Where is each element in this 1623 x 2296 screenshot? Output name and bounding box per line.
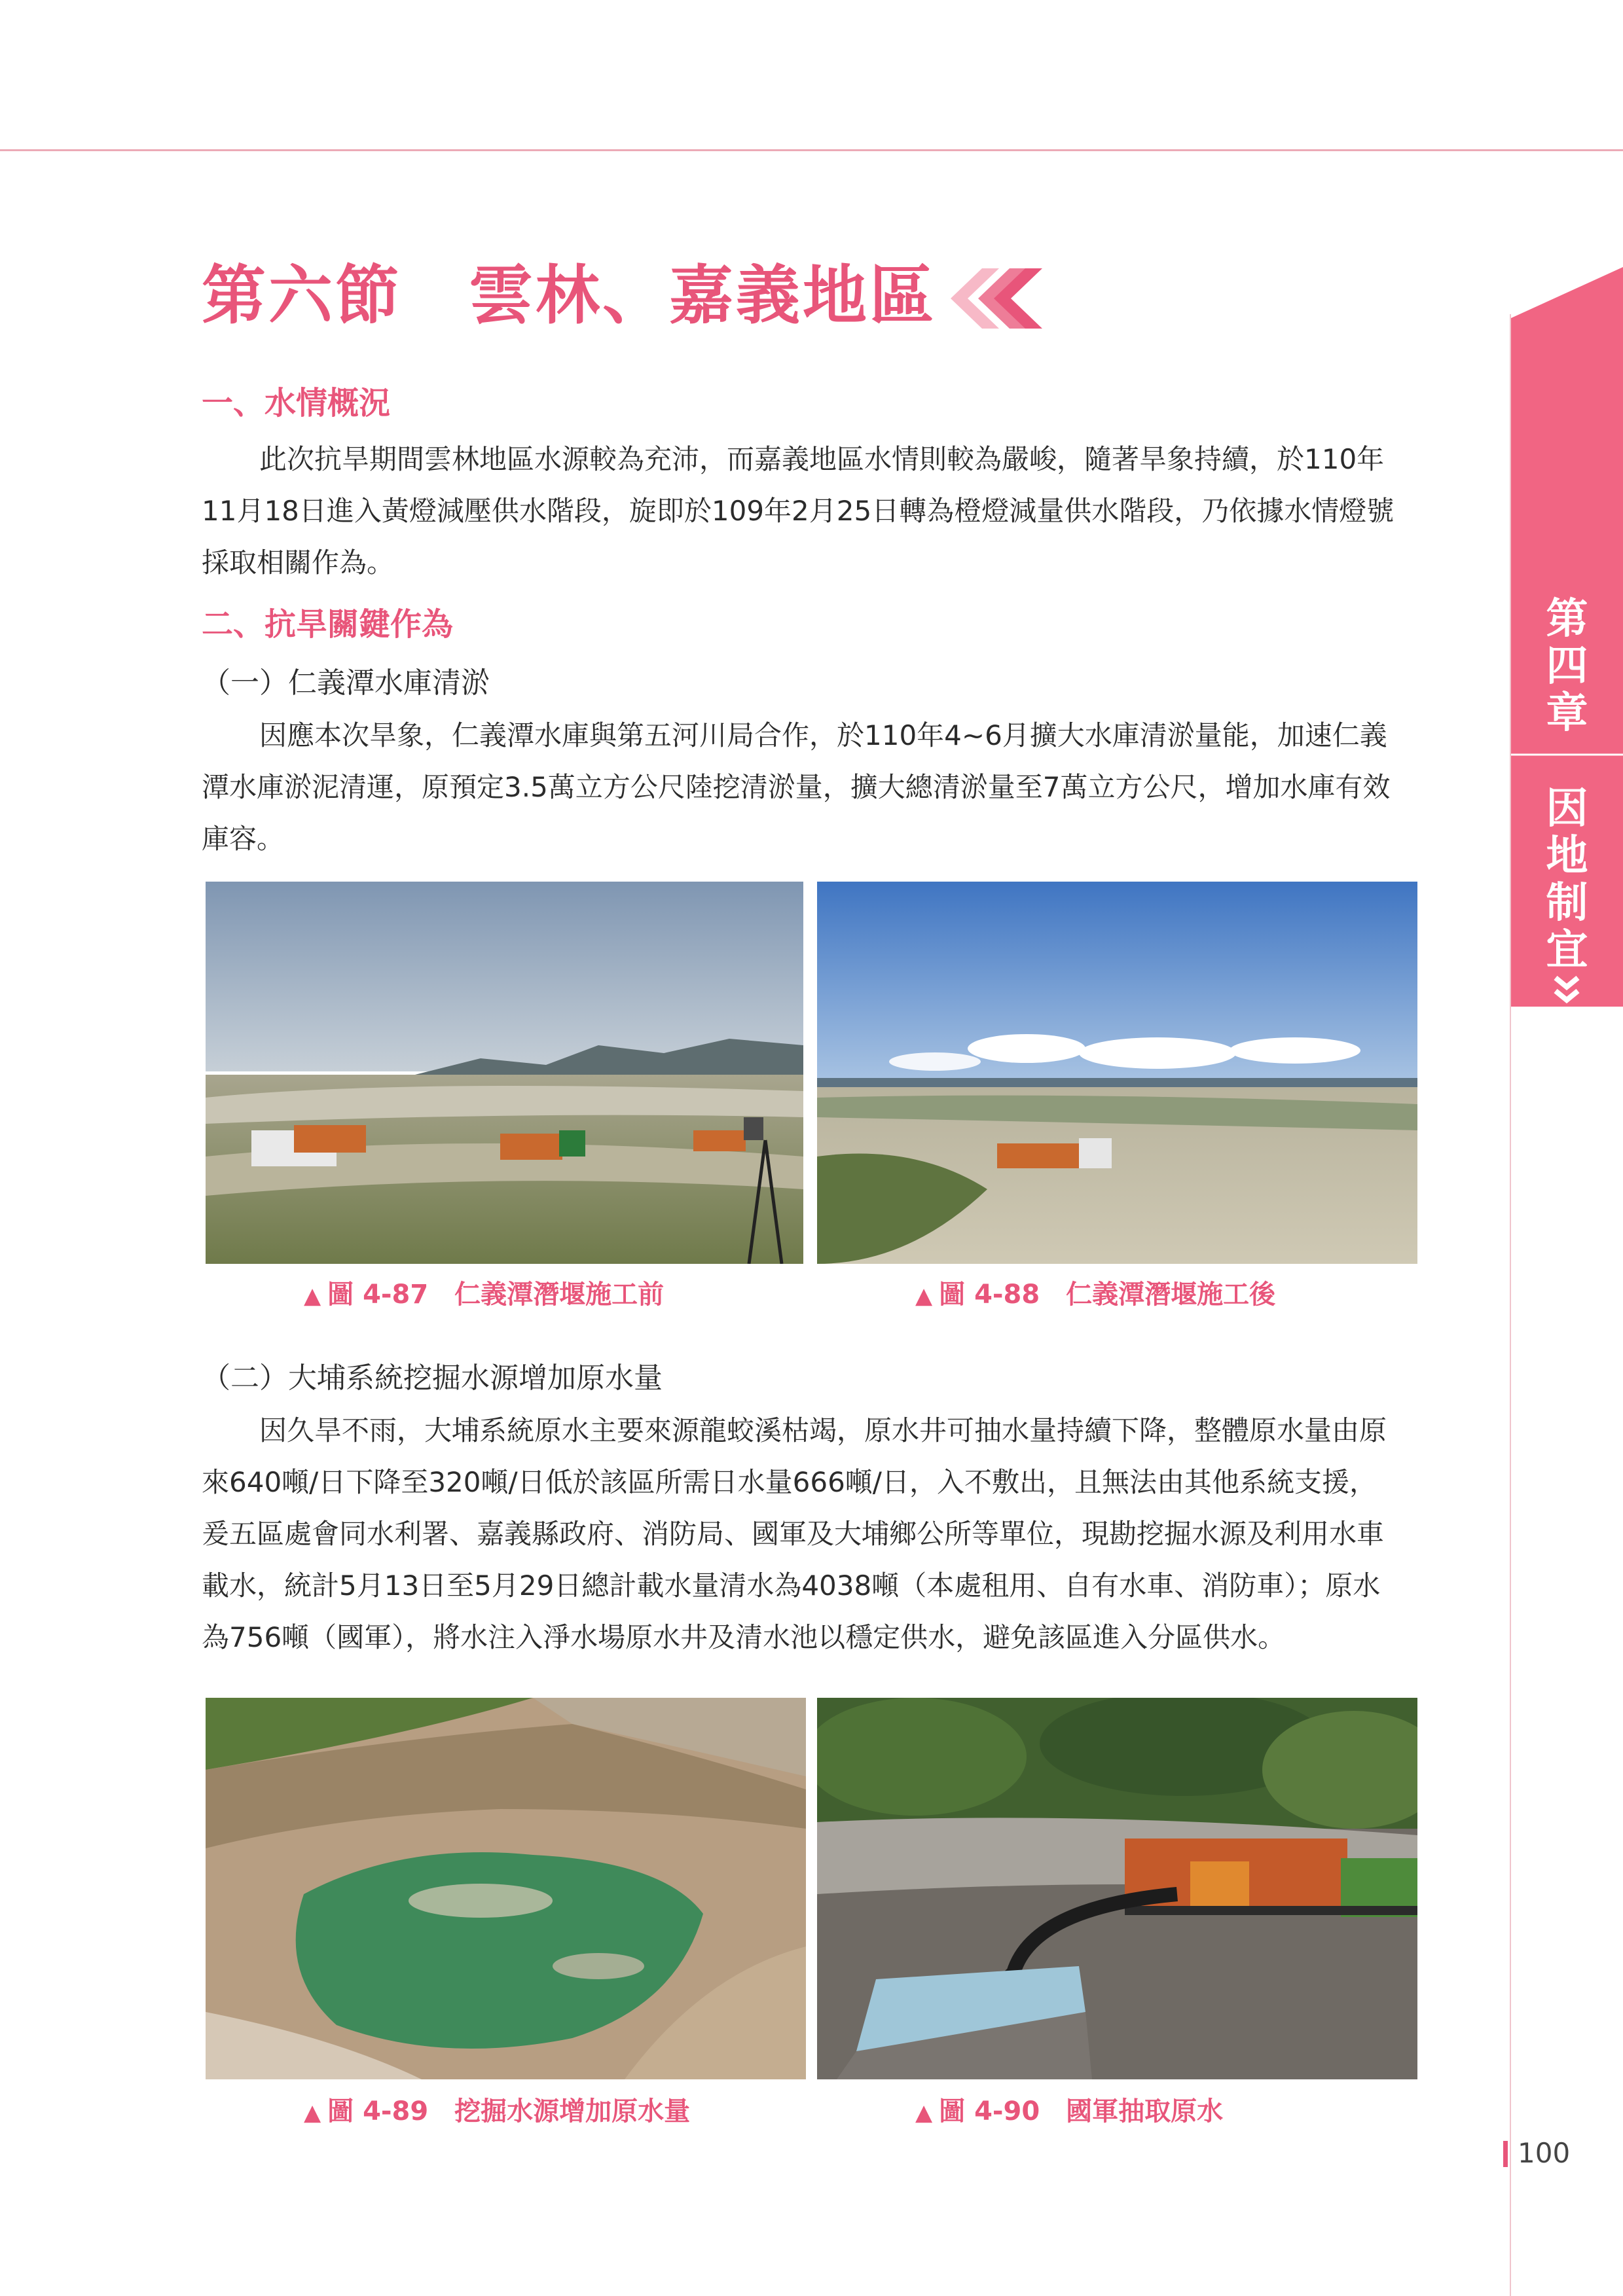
triangle-up-icon: ▲ — [304, 1283, 321, 1309]
text-line: 載水，統計5月13日至5月29日總計載水量清水為4038噸（本處租用、自有水車、消防車）；原水 — [202, 1570, 1381, 1602]
text-line: 因久旱不雨，大埔系統原水主要來源龍蛟溪枯竭，原水井可抽水量持續下降，整體原水量由原 — [259, 1414, 1387, 1446]
paragraph-water-status — [202, 433, 1426, 588]
caption-text: 圖 4-87 仁義潭潛堰施工前 — [327, 1280, 665, 1310]
photo-military-pumping — [817, 1698, 1417, 2079]
chevron-left-icon — [951, 268, 1042, 329]
text-line: 庫容。 — [202, 823, 285, 855]
caption-text: 圖 4-89 挖掘水源增加原水量 — [327, 2096, 691, 2126]
chapter-title — [1511, 785, 1623, 974]
chapter-text: 第四章 — [1546, 594, 1588, 738]
caption-fig-90 — [915, 2094, 1223, 2130]
text-line: 11月18日進入黃燈減壓供水階段，旋即於109年2月25日轉為橙燈減量供水階段，乃依據水情燈號 — [202, 495, 1395, 527]
heading-water-status: 一、水情概況 — [202, 385, 391, 422]
text-line: 因應本次旱象，仁義潭水庫與第五河川局合作，於110年4~6月擴大水庫清淤量能，加速仁義 — [259, 719, 1387, 751]
photo-reservoir-after — [817, 882, 1417, 1264]
header-rule — [0, 149, 1623, 151]
triangle-up-icon: ▲ — [915, 2100, 933, 2126]
caption-fig-89 — [304, 2094, 690, 2130]
subheading-dapu: （二）大埔系統挖掘水源增加原水量 — [202, 1361, 663, 1395]
caption-text: 圖 4-90 國軍抽取原水 — [939, 2096, 1224, 2126]
caption-fig-87 — [304, 1278, 664, 1313]
chapter-title-text: 因地制宜 — [1546, 784, 1588, 975]
page-number: 100 — [1518, 2137, 1571, 2169]
subheading-renyi: （一）仁義潭水庫清淤 — [202, 666, 490, 700]
chapter-label — [1511, 596, 1623, 737]
text-line: 來640噸/日下降至320噸/日低於該區所需日水量666噸/日，入不敷出，且無法由其他系統支援， — [202, 1466, 1377, 1498]
photo-excavated-pool — [206, 1698, 806, 2079]
caption-text: 圖 4-88 仁義潭潛堰施工後 — [939, 1280, 1276, 1310]
chevron-down-icon — [1550, 974, 1583, 1007]
triangle-up-icon: ▲ — [304, 2100, 321, 2126]
caption-fig-88 — [915, 1278, 1275, 1313]
paragraph-renyi — [202, 709, 1426, 865]
section-title: 第六節 雲林、嘉義地區 — [202, 258, 937, 333]
text-line: 潭水庫淤泥清運，原預定3.5萬立方公尺陸挖清淤量，擴大總清淤量至7萬立方公尺，增加水庫有效 — [202, 771, 1391, 803]
paragraph-dapu — [202, 1405, 1426, 1663]
text-line: 為756噸（國軍），將水注入淨水場原水井及清水池以穩定供水，避免該區進入分區供水。 — [202, 1621, 1286, 1653]
page-number-marker — [1503, 2141, 1508, 2167]
photo-reservoir-before — [206, 882, 803, 1264]
triangle-up-icon: ▲ — [915, 1283, 933, 1309]
text-line: 爰五區處會同水利署、嘉義縣政府、消防局、國軍及大埔鄉公所等單位，現勘挖掘水源及利用水車 — [202, 1518, 1385, 1550]
text-line: 此次抗旱期間雲林地區水源較為充沛，而嘉義地區水情則較為嚴峻，隨著旱象持續，於110年 — [259, 443, 1385, 475]
text-line: 採取相關作為。 — [202, 547, 395, 579]
heading-key-actions: 二、抗旱關鍵作為 — [202, 606, 454, 643]
